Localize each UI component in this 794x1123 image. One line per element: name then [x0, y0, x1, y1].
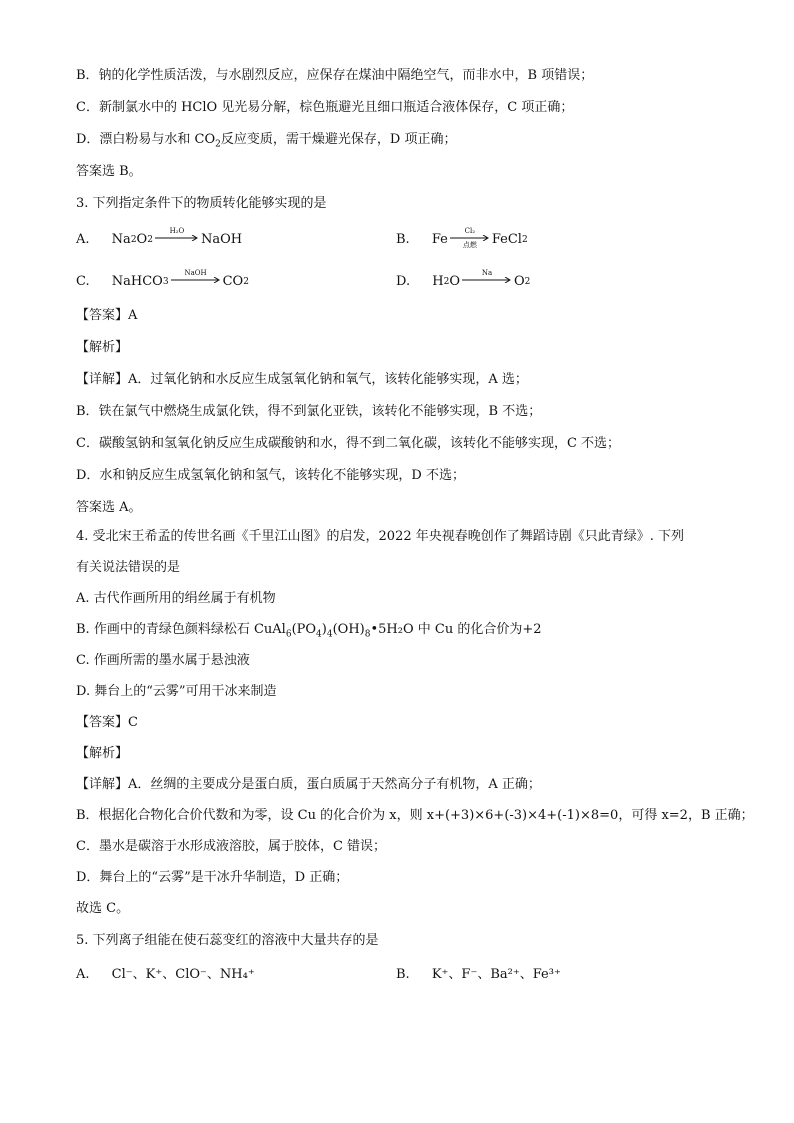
reaction-equation: Na 2 O 2 H₂O NaOH: [111, 227, 243, 247]
q3-detail-d: D．水和钠反应生成氢氧化钠和氢气，该转化不能够实现，D 不选；: [76, 468, 465, 483]
reaction-arrow: H₂O: [155, 227, 199, 249]
q2-option-b-explanation: B．钠的化学性质活泼，与水剧烈反应，应保存在煤油中隔绝空气，而非水中，B 项错误；: [76, 68, 594, 83]
q4-stem-line2: 有关说法错误的是: [76, 560, 181, 575]
q4-stem-line1: 4. 受北宋王希孟的传世名画《千里江山图》的启发，2022 年央视春晚创作了舞蹈诗剧《只此青绿》. 下列: [76, 529, 685, 544]
q4-option-c: C. 作画所需的墨水属于悬浊液: [76, 653, 250, 668]
q3-answer: 答案选 A。: [76, 500, 142, 515]
reaction-arrow: Na: [462, 269, 512, 291]
reaction-arrow: NaOH: [171, 269, 221, 291]
q3-detail-b: B．铁在氯气中燃烧生成氯化铁，得不到氯化亚铁，该转化不能够实现，B 不选；: [76, 404, 542, 419]
arrow-icon: [171, 277, 221, 283]
q5-option-b: B. K⁺、F⁻、Ba²⁺、Fe³⁺: [396, 967, 561, 982]
q4-answer: 故选 C。: [76, 901, 130, 916]
q4-detail-d: D．舞台上的“云雾”是干冰升华制造，D 正确；: [76, 870, 349, 885]
reaction-equation: H 2 O Na O 2: [432, 269, 531, 289]
q3-detail-c: C．碳酸氢钠和氢氧化钠反应生成碳酸钠和水，得不到二氧化碳，该转化不能够实现，C 不选；: [76, 436, 621, 451]
q4-detail-c: C．墨水是碳溶于水形成液溶胶，属于胶体，C 错误；: [76, 839, 387, 854]
q4-option-b: B. 作画中的青绿色颜料绿松石 $CuAl_6(PO_4)_4(OH)_8•5H_2O$ 中 Cu 的化合价为+2: [76, 622, 542, 640]
q3-analysis-tag: 【解析】: [76, 340, 129, 355]
q3-option-c: C. NaHCO 3 NaOH CO 2: [76, 271, 249, 293]
q3-detail-a: 【详解】A．过氧化钠和水反应生成氢氧化钠和氧气，该转化能够实现，A 选；: [76, 372, 528, 387]
q3-answer-tag: 【答案】A: [76, 308, 138, 323]
q3-option-a: A. Na 2 O 2 H₂O NaOH: [76, 229, 242, 251]
reaction-arrow: Cl₂ 点燃: [450, 227, 490, 249]
q3-option-d: D. H 2 O Na O 2: [396, 271, 530, 293]
reaction-equation: Fe Cl₂ 点燃 FeCl 2: [431, 227, 528, 249]
q3-stem: 3. 下列指定条件下的物质转化能够实现的是: [76, 196, 327, 211]
arrow-icon: [462, 277, 512, 283]
q2-option-d-explanation: D．漂白粉易与水和 $CO_2$反应变质，需干燥避光保存，D 项正确；: [76, 132, 457, 150]
q4-option-a: A. 古代作画所用的绢丝属于有机物: [76, 591, 276, 606]
q5-option-a: A. Cl⁻、K⁺、ClO⁻、NH₄⁺: [76, 967, 255, 982]
q2-option-c-explanation: C．新制氯水中的 HClO 见光易分解，棕色瓶避光且细口瓶适合液体保存，C 项正确；: [76, 100, 574, 115]
q3-option-b: B. Fe Cl₂ 点燃 FeCl 2: [396, 227, 528, 249]
q4-option-d: D. 舞台上的“云雾”可用干冰来制造: [76, 684, 277, 699]
q4-answer-tag: 【答案】C: [76, 715, 138, 730]
q2-answer: 答案选 B。: [76, 164, 142, 179]
q4-analysis-tag: 【解析】: [76, 746, 129, 761]
reaction-equation: NaHCO 3 NaOH CO 2: [111, 269, 249, 289]
q5-stem: 5. 下列离子组能在使石蕊变红的溶液中大量共存的是: [76, 933, 379, 948]
q4-detail-b: B．根据化合物化合价代数和为零，设 Cu 的化合价为 x，则 x+(+3)×6+(-3)×4+(-1)×8=0，可得 x=2，B 正确；: [76, 808, 754, 823]
q4-detail-a: 【详解】A．丝绸的主要成分是蛋白质，蛋白质属于天然高分子有机物，A 正确；: [76, 777, 541, 792]
arrow-icon: [155, 235, 199, 241]
